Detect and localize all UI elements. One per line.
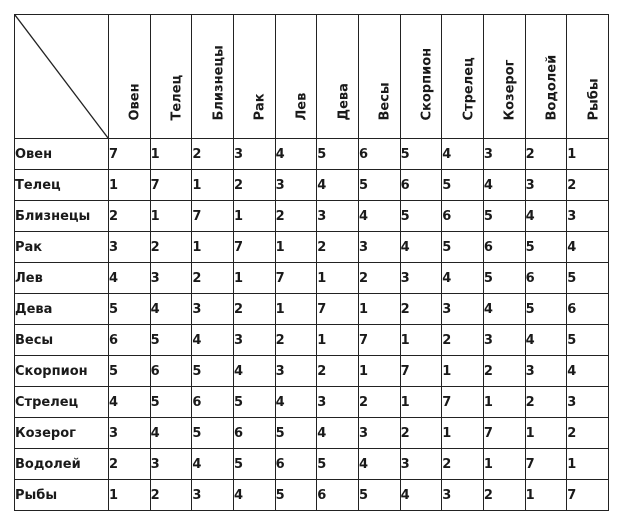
table-cell: 1	[192, 232, 234, 263]
table-cell: 5	[400, 139, 442, 170]
table-cell: 2	[275, 201, 317, 232]
row-header: Весы	[15, 325, 109, 356]
table-cell: 3	[525, 170, 567, 201]
table-cell: 1	[525, 418, 567, 449]
column-header-label: Козерог	[502, 59, 518, 121]
table-cell: 4	[150, 294, 192, 325]
table-cell: 6	[150, 356, 192, 387]
column-header	[192, 15, 234, 139]
table-cell: 4	[442, 139, 484, 170]
column-header	[109, 15, 151, 139]
table-cell: 1	[109, 170, 151, 201]
table-cell: 2	[109, 449, 151, 480]
table-cell: 1	[192, 170, 234, 201]
row-header: Козерог	[15, 418, 109, 449]
table-cell: 3	[358, 232, 400, 263]
table-cell: 6	[192, 387, 234, 418]
table-cell: 3	[525, 356, 567, 387]
table-row	[15, 449, 609, 480]
table-cell: 2	[150, 480, 192, 511]
table-cell: 4	[150, 418, 192, 449]
table-cell: 4	[400, 232, 442, 263]
table-cell: 1	[233, 201, 275, 232]
table-cell: 5	[109, 294, 151, 325]
table-cell: 5	[317, 449, 359, 480]
table-cell: 1	[233, 263, 275, 294]
row-header: Скорпион	[15, 356, 109, 387]
table-row	[15, 294, 609, 325]
table-cell: 3	[192, 480, 234, 511]
table-cell: 4	[275, 139, 317, 170]
column-header	[150, 15, 192, 139]
table-cell: 2	[192, 263, 234, 294]
table-cell: 2	[358, 387, 400, 418]
table-cell: 5	[275, 480, 317, 511]
row-header: Рыбы	[15, 480, 109, 511]
column-header	[442, 15, 484, 139]
table-cell: 2	[400, 418, 442, 449]
table-cell: 2	[358, 263, 400, 294]
table-cell: 7	[317, 294, 359, 325]
table-cell: 4	[358, 449, 400, 480]
table-row	[15, 356, 609, 387]
table-cell: 6	[483, 232, 525, 263]
table-cell: 5	[233, 387, 275, 418]
column-header	[317, 15, 359, 139]
table-cell: 1	[400, 387, 442, 418]
table-cell: 1	[483, 449, 525, 480]
table-body	[15, 139, 609, 511]
table-cell: 3	[483, 139, 525, 170]
table-cell: 6	[358, 139, 400, 170]
table-cell: 3	[400, 449, 442, 480]
table-cell: 7	[233, 232, 275, 263]
table-cell: 7	[192, 201, 234, 232]
column-header-label: Телец	[169, 74, 185, 121]
table-cell: 3	[275, 170, 317, 201]
table-cell: 3	[150, 449, 192, 480]
table-cell: 5	[483, 201, 525, 232]
table-cell: 7	[483, 418, 525, 449]
table-cell: 3	[483, 325, 525, 356]
table-cell: 4	[567, 356, 609, 387]
column-header-label: Весы	[377, 82, 393, 121]
table-cell: 4	[317, 418, 359, 449]
table-cell: 2	[275, 325, 317, 356]
table-cell: 5	[275, 418, 317, 449]
table-cell: 5	[567, 263, 609, 294]
table-cell: 7	[109, 139, 151, 170]
table-cell: 5	[483, 263, 525, 294]
column-header-label: Рак	[252, 93, 268, 121]
table-cell: 3	[233, 139, 275, 170]
table-cell: 3	[442, 294, 484, 325]
table-cell: 7	[358, 325, 400, 356]
table-cell: 4	[525, 201, 567, 232]
table-cell: 2	[442, 449, 484, 480]
header-row	[15, 15, 609, 139]
table-row	[15, 201, 609, 232]
table-cell: 1	[317, 325, 359, 356]
table-row	[15, 139, 609, 170]
table-cell: 2	[567, 418, 609, 449]
table-cell: 1	[358, 356, 400, 387]
table-cell: 5	[317, 139, 359, 170]
table-cell: 1	[317, 263, 359, 294]
table-cell: 2	[192, 139, 234, 170]
table-cell: 3	[567, 387, 609, 418]
table-cell: 1	[567, 139, 609, 170]
table-cell: 4	[275, 387, 317, 418]
table-cell: 4	[358, 201, 400, 232]
table-cell: 3	[317, 201, 359, 232]
table-cell: 6	[233, 418, 275, 449]
table-cell: 5	[150, 325, 192, 356]
table-cell: 6	[400, 170, 442, 201]
table-cell: 2	[483, 480, 525, 511]
table-cell: 1	[442, 418, 484, 449]
table-row	[15, 480, 609, 511]
table-cell: 7	[150, 170, 192, 201]
table-cell: 2	[317, 356, 359, 387]
column-header-label: Лев	[294, 92, 310, 121]
table-cell: 2	[317, 232, 359, 263]
column-header	[400, 15, 442, 139]
table-cell: 6	[275, 449, 317, 480]
table-cell: 3	[109, 232, 151, 263]
table-row	[15, 418, 609, 449]
table-row	[15, 170, 609, 201]
column-header	[483, 15, 525, 139]
column-header-label: Дева	[336, 83, 352, 121]
table-cell: 1	[150, 201, 192, 232]
table-cell: 5	[192, 418, 234, 449]
table-cell: 3	[442, 480, 484, 511]
table-cell: 1	[400, 325, 442, 356]
column-header	[358, 15, 400, 139]
table-cell: 5	[567, 325, 609, 356]
table-cell: 5	[525, 294, 567, 325]
table-cell: 3	[317, 387, 359, 418]
table-row	[15, 263, 609, 294]
column-header-label: Близнецы	[211, 45, 227, 121]
table-cell: 2	[483, 356, 525, 387]
column-header-label: Водолей	[544, 54, 560, 121]
column-header	[567, 15, 609, 139]
table-cell: 2	[525, 387, 567, 418]
table-cell: 5	[358, 170, 400, 201]
table-cell: 1	[358, 294, 400, 325]
table-cell: 4	[317, 170, 359, 201]
table-cell: 1	[483, 387, 525, 418]
table-cell: 4	[442, 263, 484, 294]
table-cell: 7	[567, 480, 609, 511]
table-cell: 5	[525, 232, 567, 263]
table-cell: 3	[109, 418, 151, 449]
row-header: Телец	[15, 170, 109, 201]
table-cell: 1	[109, 480, 151, 511]
table-cell: 6	[442, 201, 484, 232]
table-cell: 2	[233, 170, 275, 201]
table-cell: 4	[483, 294, 525, 325]
table-cell: 1	[525, 480, 567, 511]
table-cell: 5	[109, 356, 151, 387]
table-cell: 7	[275, 263, 317, 294]
corner-cell	[15, 15, 109, 139]
row-header: Рак	[15, 232, 109, 263]
row-header: Стрелец	[15, 387, 109, 418]
table-cell: 4	[109, 387, 151, 418]
table-cell: 7	[400, 356, 442, 387]
table-cell: 5	[192, 356, 234, 387]
table-row	[15, 325, 609, 356]
table-cell: 2	[442, 325, 484, 356]
table-cell: 2	[109, 201, 151, 232]
table-cell: 3	[233, 325, 275, 356]
table-cell: 1	[442, 356, 484, 387]
table-cell: 1	[275, 294, 317, 325]
table-cell: 4	[109, 263, 151, 294]
table-cell: 5	[400, 201, 442, 232]
table-cell: 6	[317, 480, 359, 511]
table-cell: 7	[525, 449, 567, 480]
table-cell: 5	[442, 170, 484, 201]
table-row	[15, 387, 609, 418]
column-header	[525, 15, 567, 139]
row-header: Дева	[15, 294, 109, 325]
table-cell: 5	[233, 449, 275, 480]
table-cell: 4	[483, 170, 525, 201]
table-cell: 3	[150, 263, 192, 294]
column-header-label: Овен	[127, 83, 143, 121]
table-cell: 4	[192, 325, 234, 356]
table-cell: 3	[192, 294, 234, 325]
row-header: Близнецы	[15, 201, 109, 232]
table-cell: 6	[567, 294, 609, 325]
table-cell: 5	[442, 232, 484, 263]
column-header-label: Рыбы	[586, 78, 602, 121]
table-cell: 6	[525, 263, 567, 294]
table-cell: 2	[567, 170, 609, 201]
table-cell: 7	[442, 387, 484, 418]
table-cell: 2	[525, 139, 567, 170]
diagonal-divider	[15, 15, 108, 138]
table-cell: 3	[567, 201, 609, 232]
table-row	[15, 232, 609, 263]
column-header-label: Стрелец	[461, 57, 477, 121]
table-cell: 6	[109, 325, 151, 356]
column-header	[275, 15, 317, 139]
table-cell: 1	[275, 232, 317, 263]
table-cell: 2	[233, 294, 275, 325]
table-cell: 5	[150, 387, 192, 418]
table-cell: 4	[400, 480, 442, 511]
table-cell: 4	[192, 449, 234, 480]
table-cell: 5	[358, 480, 400, 511]
row-header: Водолей	[15, 449, 109, 480]
table-cell: 4	[567, 232, 609, 263]
table-cell: 4	[525, 325, 567, 356]
column-header-label: Скорпион	[419, 47, 435, 121]
table-cell: 1	[567, 449, 609, 480]
table-cell: 2	[400, 294, 442, 325]
table-cell: 4	[233, 480, 275, 511]
table-cell: 2	[150, 232, 192, 263]
row-header: Овен	[15, 139, 109, 170]
column-header	[233, 15, 275, 139]
table-cell: 3	[358, 418, 400, 449]
table-cell: 3	[275, 356, 317, 387]
table-cell: 3	[400, 263, 442, 294]
table-cell: 1	[150, 139, 192, 170]
table-cell: 4	[233, 356, 275, 387]
row-header: Лев	[15, 263, 109, 294]
compatibility-table	[14, 14, 609, 511]
